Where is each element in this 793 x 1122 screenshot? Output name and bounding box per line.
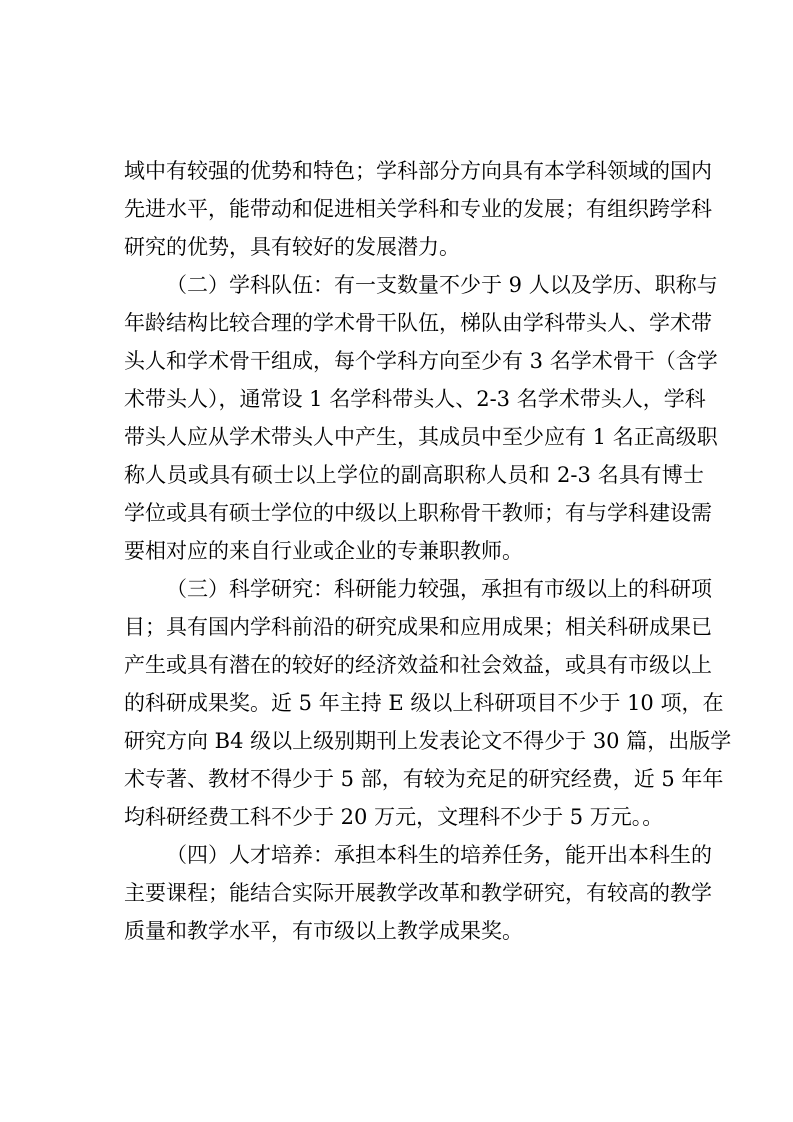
paragraph-scientific-research	[124, 570, 732, 836]
text-line: 研究的优势，具有较好的发展潜力。	[124, 235, 460, 259]
text-line: 研究方向 B4 级以上级别期刊上发表论文不得少于 30 篇，出版学	[124, 729, 732, 753]
text-line: （三）科学研究：科研能力较强，承担有市级以上的科研项	[166, 577, 712, 601]
text-line: 先进水平，能带动和促进相关学科和专业的发展；有组织跨学科	[124, 197, 712, 221]
paragraph-discipline-team	[124, 266, 718, 570]
text-line: （四）人才培养：承担本科生的培养任务，能开出本科生的	[166, 843, 712, 867]
text-line: 带头人应从学术带头人中产生，其成员中至少应有 1 名正高级职	[124, 425, 718, 449]
text-line: 质量和教学水平，有市级以上教学成果奖。	[124, 919, 523, 943]
text-line: 学位或具有硕士学位的中级以上职称骨干教师；有与学科建设需	[124, 501, 712, 525]
paragraph-talent-cultivation	[124, 836, 712, 950]
text-line: 要相对应的来自行业或企业的专兼职教师。	[124, 539, 523, 563]
text-line: 头人和学术骨干组成，每个学科方向至少有 3 名学术骨干（含学	[124, 349, 718, 373]
text-line: 主要课程；能结合实际开展教学改革和教学研究，有较高的教学	[124, 881, 712, 905]
text-line: 的科研成果奖。近 5 年主持 E 级以上科研项目不少于 10 项，在	[124, 691, 724, 715]
paragraph-intro-continuation	[124, 152, 712, 266]
text-line: 术专著、教材不得少于 5 部，有较为充足的研究经费，近 5 年年	[124, 767, 724, 791]
text-line: 称人员或具有硕士以上学位的副高职称人员和 2-3 名具有博士	[124, 463, 704, 487]
document-body	[124, 152, 732, 950]
text-line: （二）学科队伍：有一支数量不少于 9 人以及学历、职称与	[166, 273, 718, 297]
text-line: 产生或具有潜在的较好的经济效益和社会效益，或具有市级以上	[124, 653, 712, 677]
text-line: 年龄结构比较合理的学术骨干队伍，梯队由学科带头人、学术带	[124, 311, 712, 335]
text-line: 域中有较强的优势和特色；学科部分方向具有本学科领域的国内	[124, 159, 712, 183]
text-line: 目；具有国内学科前沿的研究成果和应用成果；相关科研成果已	[124, 615, 712, 639]
text-line: 术带头人），通常设 1 名学科带头人、2-3 名学术带头人，学科	[124, 387, 706, 411]
text-line: 均科研经费工科不少于 20 万元，文理科不少于 5 万元。。	[124, 805, 664, 829]
